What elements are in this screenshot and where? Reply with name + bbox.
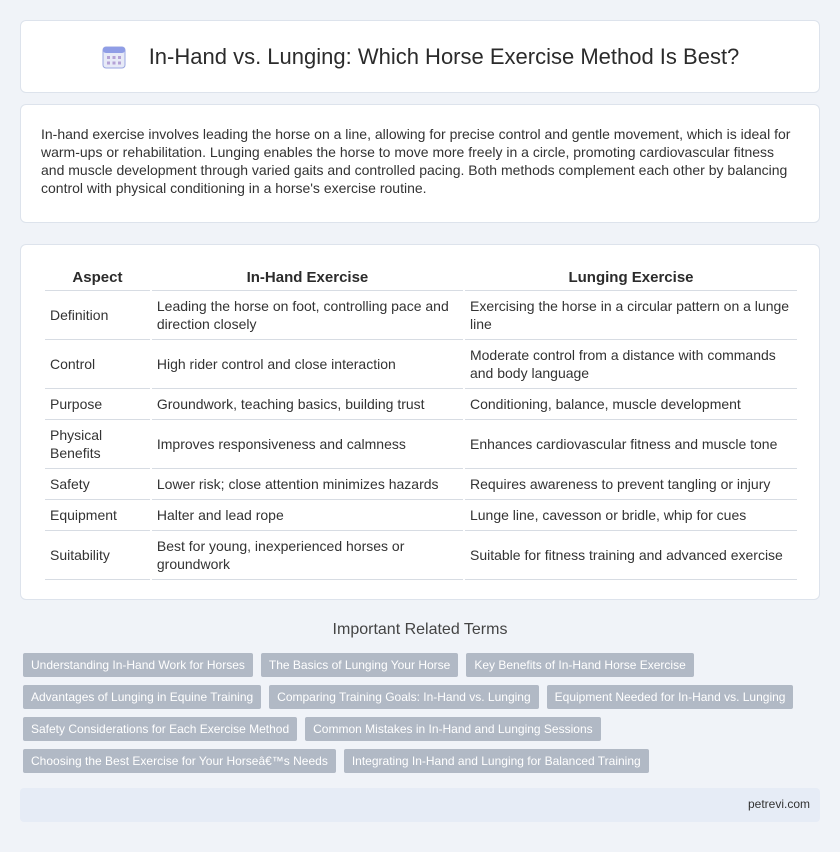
related-term-tag[interactable]: Key Benefits of In-Hand Horse Exercise <box>466 653 693 677</box>
in-hand-cell: High rider control and close interaction <box>152 340 463 389</box>
comparison-table <box>43 265 799 580</box>
header-in-hand: In-Hand Exercise <box>152 265 463 291</box>
lunging-cell: Suitable for fitness training and advanced exercise <box>465 531 797 580</box>
header-card <box>20 20 820 93</box>
lunging-cell: Requires awareness to prevent tangling or injury <box>465 469 797 500</box>
intro-card <box>20 104 820 223</box>
aspect-cell: Definition <box>45 291 150 340</box>
related-term-tag[interactable]: Common Mistakes in In-Hand and Lunging Sessions <box>305 717 600 741</box>
aspect-cell: Control <box>45 340 150 389</box>
header-lunging: Lunging Exercise <box>465 265 797 291</box>
related-terms-title: Important Related Terms <box>332 621 508 638</box>
table-row <box>45 389 797 420</box>
aspect-cell: Physical Benefits <box>45 420 150 469</box>
in-hand-cell: Groundwork, teaching basics, building trust <box>152 389 463 420</box>
lunging-cell: Lunge line, cavesson or bridle, whip for cues <box>465 500 797 531</box>
intro-text: In-hand exercise involves leading the horse on a line, allowing for precise control and gentle movement, which is ideal for warm-ups or rehabilitation. Lunging enables the horse to move more freely in a circle, promoting cardiovascular fitness and muscle development through varied gaits and controlled pacing. Both methods complement each other by balancing control with physical conditioning in a horse's exercise routine. <box>41 126 791 196</box>
aspect-cell: Equipment <box>45 500 150 531</box>
related-term-tag[interactable]: Comparing Training Goals: In-Hand vs. Lunging <box>269 685 538 709</box>
table-row <box>45 340 797 389</box>
site-name[interactable]: petrevi.com <box>747 797 810 811</box>
lunging-cell: Enhances cardiovascular fitness and muscle tone <box>465 420 797 469</box>
in-hand-cell: Lower risk; close attention minimizes hazards <box>152 469 463 500</box>
related-terms-list <box>23 653 823 781</box>
in-hand-cell: Halter and lead rope <box>152 500 463 531</box>
calendar-icon <box>101 44 127 70</box>
related-term-tag[interactable]: Choosing the Best Exercise for Your Horseâ€™s Needs <box>23 749 336 773</box>
related-term-tag[interactable]: Integrating In-Hand and Lunging for Balanced Training <box>344 749 649 773</box>
page-title: In-Hand vs. Lunging: Which Horse Exercise Method Is Best? <box>148 43 740 69</box>
table-row <box>45 420 797 469</box>
lunging-cell: Exercising the horse in a circular pattern on a lunge line <box>465 291 797 340</box>
comparison-card <box>20 244 820 600</box>
table-header-row <box>45 265 797 291</box>
table-row <box>45 291 797 340</box>
footer <box>20 788 820 822</box>
in-hand-cell: Leading the horse on foot, controlling pace and direction closely <box>152 291 463 340</box>
related-term-tag[interactable]: Equipment Needed for In-Hand vs. Lunging <box>547 685 794 709</box>
related-term-tag[interactable]: The Basics of Lunging Your Horse <box>261 653 458 677</box>
in-hand-cell: Improves responsiveness and calmness <box>152 420 463 469</box>
header-aspect: Aspect <box>45 265 150 291</box>
table-row <box>45 531 797 580</box>
aspect-cell: Purpose <box>45 389 150 420</box>
aspect-cell: Safety <box>45 469 150 500</box>
related-term-tag[interactable]: Safety Considerations for Each Exercise Method <box>23 717 297 741</box>
table-row <box>45 500 797 531</box>
lunging-cell: Conditioning, balance, muscle development <box>465 389 797 420</box>
related-term-tag[interactable]: Understanding In-Hand Work for Horses <box>23 653 253 677</box>
in-hand-cell: Best for young, inexperienced horses or groundwork <box>152 531 463 580</box>
related-term-tag[interactable]: Advantages of Lunging in Equine Training <box>23 685 261 709</box>
lunging-cell: Moderate control from a distance with commands and body language <box>465 340 797 389</box>
aspect-cell: Suitability <box>45 531 150 580</box>
table-row <box>45 469 797 500</box>
